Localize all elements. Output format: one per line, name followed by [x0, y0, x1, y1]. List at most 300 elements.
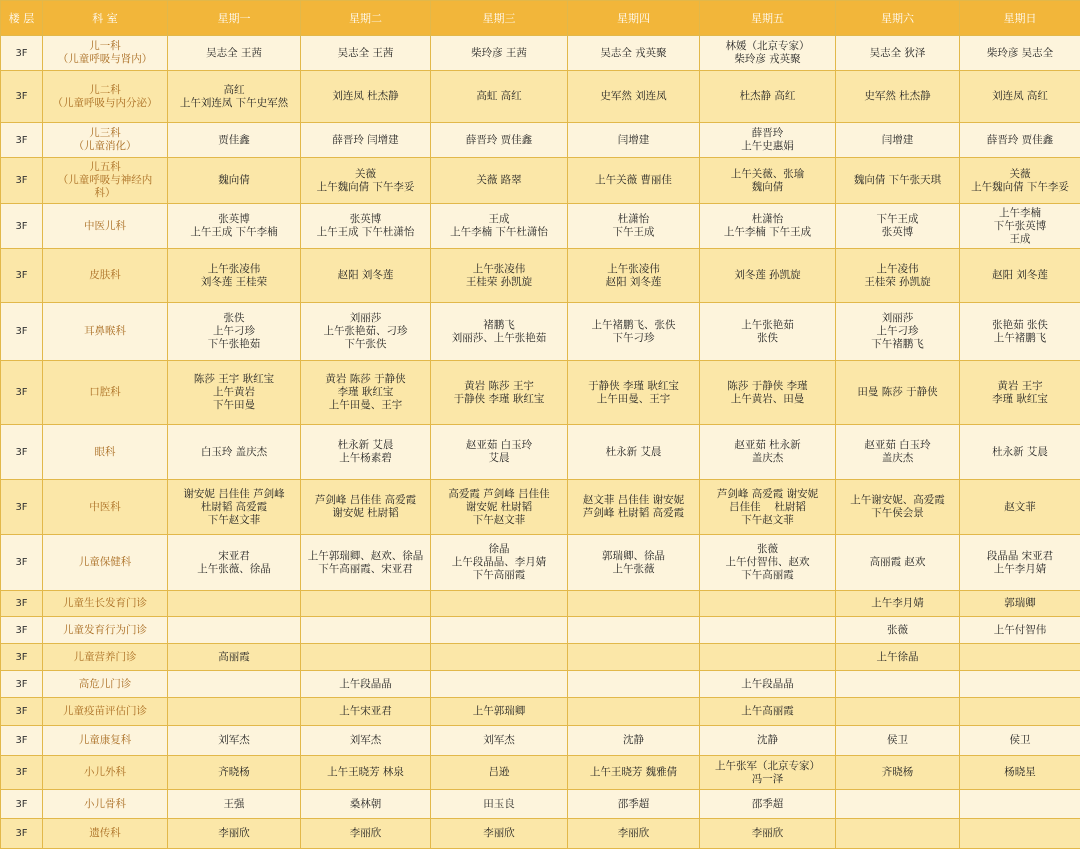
doctor-line: 薛晋玲: [702, 127, 833, 140]
department-cell: [43, 671, 168, 698]
doctor-line: 上午李楠: [962, 207, 1078, 220]
doctor-cell-thursday: [568, 480, 700, 535]
doctor-line: 杨晓星: [962, 766, 1078, 779]
doctor-line: 高丽霞 赵欢: [838, 556, 957, 569]
doctor-cell-friday: [700, 303, 836, 361]
doctor-cell-saturday: [836, 591, 960, 617]
department-name-line: 耳鼻喉科: [45, 325, 165, 338]
doctor-cell-saturday: [836, 71, 960, 123]
doctor-cell-thursday: [568, 535, 700, 591]
table-row: [1, 726, 1080, 756]
department-cell: [43, 698, 168, 726]
doctor-cell-saturday: [836, 535, 960, 591]
table-row: [1, 361, 1080, 425]
doctor-cell-friday: [700, 425, 836, 480]
floor-cell: 3F: [1, 36, 43, 71]
department-name-line: 儿童康复科: [45, 734, 165, 747]
doctor-cell-monday: [168, 425, 301, 480]
doctor-line: 史军然 杜杰静: [838, 90, 957, 103]
doctor-cell-thursday: [568, 644, 700, 671]
doctor-line: 下午褚鹏飞: [838, 338, 957, 351]
doctor-line: 上午段晶晶: [303, 678, 428, 691]
doctor-line: 薛晋玲 贾佳鑫: [962, 134, 1078, 147]
department-cell: [43, 726, 168, 756]
doctor-cell-tuesday: [301, 671, 431, 698]
doctor-line: 陈莎 王宇 耿红宝: [170, 373, 298, 386]
floor-cell: 3F: [1, 303, 43, 361]
doctor-line: 刘丽莎: [838, 312, 957, 325]
doctor-cell-monday: [168, 249, 301, 303]
doctor-line: 赵阳 刘冬莲: [570, 276, 697, 289]
doctor-line: 魏向倩: [702, 181, 833, 194]
department-name-line: 儿二科: [45, 84, 165, 97]
doctor-cell-wednesday: [431, 790, 568, 819]
doctor-line: 上午魏向倩 下午李妥: [303, 181, 428, 194]
doctor-line: 芦剑峰 吕佳佳 高爱霞: [303, 494, 428, 507]
doctor-cell-thursday: [568, 361, 700, 425]
doctor-cell-friday: [700, 480, 836, 535]
department-name-line: 儿童发育行为门诊: [45, 624, 165, 637]
doctor-line: 下午高丽霞、宋亚君: [303, 563, 428, 576]
doctor-cell-thursday: [568, 591, 700, 617]
doctor-line: 张英博: [303, 213, 428, 226]
doctor-line: 谢安妮 杜尉韬: [303, 507, 428, 520]
doctor-line: 邵季超: [702, 798, 833, 811]
table-row: [1, 123, 1080, 158]
doctor-line: 艾晨: [433, 452, 565, 465]
doctor-line: 刘冬莲 王桂荣: [170, 276, 298, 289]
doctor-line: 上午史惠娟: [702, 140, 833, 153]
doctor-cell-monday: [168, 644, 301, 671]
doctor-cell-friday: [700, 819, 836, 849]
doctor-line: 沈静: [570, 734, 697, 747]
doctor-line: 贾佳鑫: [170, 134, 298, 147]
doctor-line: 李瑾 耿红宝: [303, 386, 428, 399]
doctor-cell-monday: [168, 698, 301, 726]
doctor-cell-monday: [168, 158, 301, 204]
doctor-cell-sunday: [960, 819, 1080, 849]
header-tuesday: 星期二: [301, 1, 431, 36]
doctor-line: 薛晋玲 贾佳鑫: [433, 134, 565, 147]
doctor-line: 齐晓杨: [170, 766, 298, 779]
doctor-cell-monday: [168, 123, 301, 158]
doctor-line: 齐晓杨: [838, 766, 957, 779]
department-name-line: 儿童营养门诊: [45, 651, 165, 664]
doctor-line: 薛晋玲 闫增建: [303, 134, 428, 147]
doctor-line: 刘连凤 杜杰静: [303, 90, 428, 103]
doctor-cell-thursday: [568, 726, 700, 756]
doctor-cell-sunday: [960, 671, 1080, 698]
doctor-cell-thursday: [568, 123, 700, 158]
doctor-cell-monday: [168, 535, 301, 591]
doctor-cell-thursday: [568, 71, 700, 123]
doctor-line: 高红: [170, 84, 298, 97]
doctor-cell-monday: [168, 726, 301, 756]
department-cell: [43, 249, 168, 303]
doctor-cell-tuesday: [301, 644, 431, 671]
doctor-cell-friday: [700, 361, 836, 425]
doctor-cell-wednesday: [431, 123, 568, 158]
doctor-line: 上午王晓芳 魏雅倩: [570, 766, 697, 779]
doctor-cell-tuesday: [301, 726, 431, 756]
doctor-cell-sunday: [960, 756, 1080, 790]
floor-cell: 3F: [1, 249, 43, 303]
department-name-line: 高危儿门诊: [45, 678, 165, 691]
doctor-cell-monday: [168, 591, 301, 617]
doctor-line: 柴玲彦 王茜: [433, 47, 565, 60]
doctor-line: 赵亚茹 白玉玲: [433, 439, 565, 452]
doctor-line: 柴玲彦 戎英聚: [702, 53, 833, 66]
doctor-cell-saturday: [836, 671, 960, 698]
floor-cell: 3F: [1, 644, 43, 671]
department-name-line: 中医科: [45, 501, 165, 514]
department-name-line: 皮肤科: [45, 269, 165, 282]
doctor-line: 芦剑峰 高爱霞 谢安妮: [702, 488, 833, 501]
floor-cell: 3F: [1, 425, 43, 480]
doctor-line: 田玉良: [433, 798, 565, 811]
doctor-line: 李丽欣: [303, 827, 428, 840]
doctor-line: 杜杰静 高红: [702, 90, 833, 103]
doctor-cell-friday: [700, 726, 836, 756]
floor-cell: 3F: [1, 204, 43, 249]
doctor-line: 刘军杰: [170, 734, 298, 747]
doctor-line: 李丽欣: [570, 827, 697, 840]
floor-cell: 3F: [1, 726, 43, 756]
doctor-cell-saturday: [836, 698, 960, 726]
floor-cell: 3F: [1, 671, 43, 698]
doctor-line: 谢安妮 杜尉韬: [433, 501, 565, 514]
department-name-line: 中医儿科: [45, 220, 165, 233]
doctor-line: 上午付智伟: [962, 624, 1078, 637]
doctor-line: 上午段晶晶: [702, 678, 833, 691]
doctor-line: 上午李楠 下午王成: [702, 226, 833, 239]
department-name-line: 眼科: [45, 446, 165, 459]
doctor-cell-monday: [168, 361, 301, 425]
doctor-cell-tuesday: [301, 698, 431, 726]
doctor-cell-saturday: [836, 303, 960, 361]
doctor-cell-saturday: [836, 756, 960, 790]
doctor-line: 上午褚鹏飞、张佚: [570, 319, 697, 332]
doctor-line: 吴志全 王茜: [303, 47, 428, 60]
department-cell: [43, 480, 168, 535]
doctor-cell-wednesday: [431, 644, 568, 671]
doctor-line: 杜永新 艾晨: [962, 446, 1078, 459]
doctor-line: 上午田曼、王宇: [303, 399, 428, 412]
doctor-cell-thursday: [568, 819, 700, 849]
doctor-line: 上午段晶晶、李月婧: [433, 556, 565, 569]
doctor-line: 高虹 高红: [433, 90, 565, 103]
doctor-line: 张英博: [170, 213, 298, 226]
doctor-line: 关薇: [303, 168, 428, 181]
doctor-line: 吴志全 王茜: [170, 47, 298, 60]
doctor-cell-wednesday: [431, 303, 568, 361]
doctor-cell-monday: [168, 204, 301, 249]
doctor-line: 褚鹏飞: [433, 319, 565, 332]
doctor-line: 上午王晓芳 林泉: [303, 766, 428, 779]
doctor-line: 闫增建: [838, 134, 957, 147]
doctor-cell-thursday: [568, 249, 700, 303]
doctor-line: 史军然 刘连凤: [570, 90, 697, 103]
doctor-cell-friday: [700, 591, 836, 617]
doctor-cell-wednesday: [431, 726, 568, 756]
doctor-line: 芦剑峰 杜尉韬 高爱霞: [570, 507, 697, 520]
doctor-cell-wednesday: [431, 71, 568, 123]
floor-cell: 3F: [1, 698, 43, 726]
doctor-cell-wednesday: [431, 480, 568, 535]
table-row: [1, 425, 1080, 480]
table-row: [1, 591, 1080, 617]
doctor-line: 盖庆杰: [838, 452, 957, 465]
department-name-line: 儿童保健科: [45, 556, 165, 569]
doctor-line: 上午关薇、张瑜: [702, 168, 833, 181]
floor-cell: 3F: [1, 591, 43, 617]
doctor-line: 关薇: [962, 168, 1078, 181]
doctor-cell-saturday: [836, 425, 960, 480]
doctor-cell-monday: [168, 617, 301, 644]
doctor-cell-tuesday: [301, 617, 431, 644]
table-row: [1, 249, 1080, 303]
doctor-cell-sunday: [960, 123, 1080, 158]
header-thursday: 星期四: [568, 1, 700, 36]
doctor-line: 吴志全 戎英聚: [570, 47, 697, 60]
doctor-cell-wednesday: [431, 535, 568, 591]
doctor-line: 王桂荣 孙凯旋: [433, 276, 565, 289]
doctor-cell-tuesday: [301, 123, 431, 158]
doctor-line: 田曼 陈莎 于静侠: [838, 386, 957, 399]
doctor-line: 下午刁珍: [570, 332, 697, 345]
department-name-line: （儿童呼吸与肾内）: [45, 53, 165, 66]
doctor-line: 刘连凤 高红: [962, 90, 1078, 103]
doctor-line: 桑林朝: [303, 798, 428, 811]
doctor-cell-sunday: [960, 535, 1080, 591]
doctor-line: 上午田曼、王宇: [570, 393, 697, 406]
doctor-line: 王成: [433, 213, 565, 226]
doctor-line: 上午李楠 下午杜潇怡: [433, 226, 565, 239]
doctor-line: 沈静: [702, 734, 833, 747]
doctor-line: 下午王成: [570, 226, 697, 239]
doctor-cell-saturday: [836, 480, 960, 535]
doctor-line: 邵季超: [570, 798, 697, 811]
doctor-cell-tuesday: [301, 36, 431, 71]
doctor-line: 上午刘连凤 下午史军然: [170, 97, 298, 110]
department-cell: [43, 123, 168, 158]
doctor-line: 杜永新 艾晨: [303, 439, 428, 452]
table-row: [1, 819, 1080, 849]
doctor-cell-sunday: [960, 71, 1080, 123]
department-cell: [43, 361, 168, 425]
doctor-cell-sunday: [960, 204, 1080, 249]
schedule-body: [1, 36, 1080, 849]
doctor-cell-wednesday: [431, 591, 568, 617]
doctor-cell-saturday: [836, 726, 960, 756]
doctor-cell-sunday: [960, 726, 1080, 756]
doctor-line: 上午魏向倩 下午李妥: [962, 181, 1078, 194]
doctor-line: 张薇: [838, 624, 957, 637]
doctor-cell-tuesday: [301, 790, 431, 819]
doctor-line: 张艳茹 张佚: [962, 319, 1078, 332]
doctor-line: 黄岩 陈莎 于静侠: [303, 373, 428, 386]
doctor-line: 上午郭瑞卿: [433, 705, 565, 718]
doctor-cell-saturday: [836, 204, 960, 249]
department-cell: [43, 617, 168, 644]
header-department: 科 室: [43, 1, 168, 36]
doctor-cell-saturday: [836, 36, 960, 71]
doctor-line: 下午侯会景: [838, 507, 957, 520]
doctor-line: 上午张薇、徐晶: [170, 563, 298, 576]
floor-cell: 3F: [1, 617, 43, 644]
doctor-cell-saturday: [836, 123, 960, 158]
doctor-cell-tuesday: [301, 819, 431, 849]
doctor-line: 上午黄岩: [170, 386, 298, 399]
header-saturday: 星期六: [836, 1, 960, 36]
doctor-line: 上午张艳茹、刁珍: [303, 325, 428, 338]
doctor-cell-tuesday: [301, 425, 431, 480]
doctor-cell-friday: [700, 698, 836, 726]
doctor-line: 下午张佚: [303, 338, 428, 351]
doctor-cell-tuesday: [301, 361, 431, 425]
doctor-cell-wednesday: [431, 158, 568, 204]
doctor-cell-wednesday: [431, 698, 568, 726]
doctor-line: 上午杨素碧: [303, 452, 428, 465]
doctor-line: 上午凌伟: [838, 263, 957, 276]
department-cell: [43, 158, 168, 204]
header-floor: 楼 层: [1, 1, 43, 36]
doctor-line: 谢安妮 吕佳佳 芦剑峰: [170, 488, 298, 501]
doctor-line: 赵亚茹 白玉玲: [838, 439, 957, 452]
doctor-cell-friday: [700, 617, 836, 644]
department-name-line: 小儿骨科: [45, 798, 165, 811]
doctor-cell-thursday: [568, 790, 700, 819]
doctor-line: 柴玲彦 吴志全: [962, 47, 1078, 60]
table-row: [1, 617, 1080, 644]
department-cell: [43, 644, 168, 671]
doctor-cell-friday: [700, 535, 836, 591]
doctor-line: 上午谢安妮、高爱霞: [838, 494, 957, 507]
doctor-line: 侯卫: [838, 734, 957, 747]
floor-cell: 3F: [1, 756, 43, 790]
doctor-line: 上午郭瑞卿、赵欢、徐晶: [303, 550, 428, 563]
department-name-line: 口腔科: [45, 386, 165, 399]
doctor-cell-sunday: [960, 425, 1080, 480]
doctor-line: 刘军杰: [303, 734, 428, 747]
doctor-line: 赵阳 刘冬莲: [303, 269, 428, 282]
doctor-line: 冯一泽: [702, 773, 833, 786]
table-row: [1, 698, 1080, 726]
department-name-line: 科）: [45, 187, 165, 200]
doctor-line: 张薇: [702, 543, 833, 556]
doctor-cell-monday: [168, 36, 301, 71]
header-wednesday: 星期三: [431, 1, 568, 36]
doctor-line: 上午刁珍: [838, 325, 957, 338]
doctor-cell-saturday: [836, 361, 960, 425]
doctor-line: 刘丽莎、上午张艳茹: [433, 332, 565, 345]
doctor-line: 陈莎 于静侠 李瑾: [702, 380, 833, 393]
doctor-cell-sunday: [960, 591, 1080, 617]
doctor-line: 下午王成: [838, 213, 957, 226]
department-name-line: 儿五科: [45, 161, 165, 174]
floor-cell: 3F: [1, 158, 43, 204]
doctor-line: 高爱霞 芦剑峰 吕佳佳: [433, 488, 565, 501]
doctor-line: 吕佳佳 杜尉韬: [702, 501, 833, 514]
doctor-cell-thursday: [568, 617, 700, 644]
doctor-line: 吴志全 狄泽: [838, 47, 957, 60]
department-name-line: 儿一科: [45, 40, 165, 53]
doctor-line: 下午赵文菲: [433, 514, 565, 527]
floor-cell: 3F: [1, 819, 43, 849]
doctor-line: 上午王成 下午李楠: [170, 226, 298, 239]
doctor-line: 段晶晶 宋亚君: [962, 550, 1078, 563]
department-cell: [43, 756, 168, 790]
table-row: [1, 756, 1080, 790]
floor-cell: 3F: [1, 71, 43, 123]
doctor-cell-saturday: [836, 819, 960, 849]
doctor-cell-friday: [700, 204, 836, 249]
doctor-cell-friday: [700, 36, 836, 71]
table-row: [1, 158, 1080, 204]
doctor-cell-sunday: [960, 361, 1080, 425]
doctor-cell-tuesday: [301, 756, 431, 790]
doctor-line: 杜潇怡: [702, 213, 833, 226]
doctor-cell-wednesday: [431, 756, 568, 790]
doctor-line: 宋亚君: [170, 550, 298, 563]
doctor-line: 刘丽莎: [303, 312, 428, 325]
doctor-line: 魏向倩 下午张天琪: [838, 174, 957, 187]
doctor-line: 下午田曼: [170, 399, 298, 412]
doctor-line: 赵文菲 吕佳佳 谢安妮: [570, 494, 697, 507]
doctor-line: 上午张凌伟: [170, 263, 298, 276]
doctor-line: 张佚: [702, 332, 833, 345]
doctor-cell-sunday: [960, 249, 1080, 303]
department-name-line: 儿童生长发育门诊: [45, 597, 165, 610]
doctor-cell-wednesday: [431, 361, 568, 425]
doctor-cell-tuesday: [301, 591, 431, 617]
doctor-cell-saturday: [836, 790, 960, 819]
department-cell: [43, 819, 168, 849]
doctor-line: 李丽欣: [433, 827, 565, 840]
doctor-cell-thursday: [568, 204, 700, 249]
doctor-line: 郭瑞卿: [962, 597, 1078, 610]
doctor-line: 关薇 路翠: [433, 174, 565, 187]
department-cell: [43, 790, 168, 819]
doctor-cell-monday: [168, 71, 301, 123]
department-name-line: 小儿外科: [45, 766, 165, 779]
doctor-cell-thursday: [568, 698, 700, 726]
doctor-line: 李丽欣: [702, 827, 833, 840]
floor-cell: 3F: [1, 790, 43, 819]
doctor-cell-friday: [700, 123, 836, 158]
doctor-cell-sunday: [960, 158, 1080, 204]
doctor-line: 王桂荣 孙凯旋: [838, 276, 957, 289]
doctor-line: 盖庆杰: [702, 452, 833, 465]
table-row: [1, 36, 1080, 71]
doctor-cell-wednesday: [431, 36, 568, 71]
department-name-line: 遗传科: [45, 827, 165, 840]
floor-cell: 3F: [1, 480, 43, 535]
doctor-cell-friday: [700, 249, 836, 303]
doctor-line: 于静侠 李瑾 耿红宝: [433, 393, 565, 406]
table-row: [1, 480, 1080, 535]
doctor-line: 赵阳 刘冬莲: [962, 269, 1078, 282]
table-row: [1, 303, 1080, 361]
doctor-line: 杜潇怡: [570, 213, 697, 226]
header-monday: 星期一: [168, 1, 301, 36]
header-row: [1, 1, 1080, 36]
doctor-line: 上午宋亚君: [303, 705, 428, 718]
doctor-cell-friday: [700, 158, 836, 204]
doctor-line: 上午李月婧: [838, 597, 957, 610]
department-name-line: （儿童消化）: [45, 140, 165, 153]
doctor-line: 刘军杰: [433, 734, 565, 747]
